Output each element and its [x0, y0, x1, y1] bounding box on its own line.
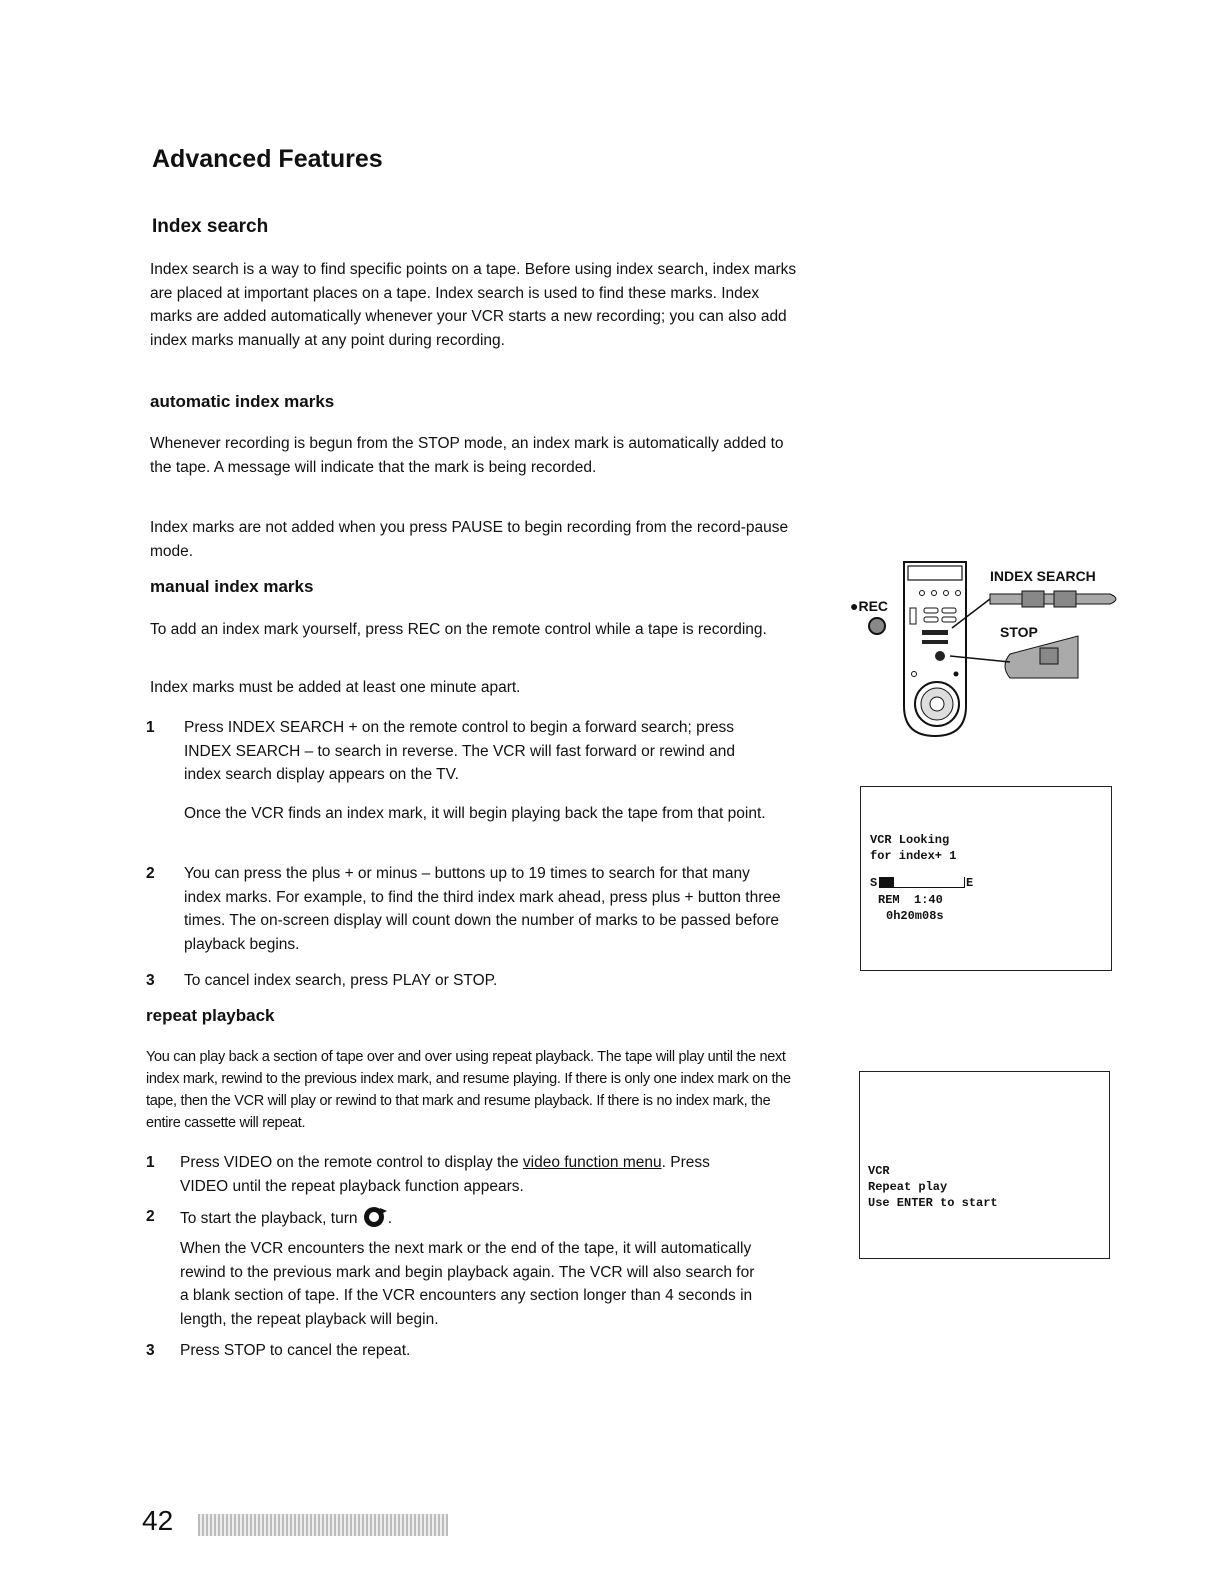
step-number: 1	[146, 1154, 155, 1171]
video-function-menu-link[interactable]: video function menu	[522, 1154, 662, 1171]
step-note: Once the VCR finds an index mark, it will begin playing back the tape from that point.	[184, 805, 766, 822]
repeat-intro: You can play back a section of tape over and over using repeat playback. The tape will play until the next index mark, rewind to the previous index mark, and resume playing. If there is only one index mark on the tape, then the VCR will play or rewind to that mark and resume playback. If there is no index mark, the entire cassette will repeat.	[146, 1049, 791, 1131]
automatic-p2: Index marks are not added when you press PAUSE to begin recording from the record-pause mode.	[150, 519, 789, 560]
remote-illustration	[840, 556, 1130, 746]
repeat-playback-title: repeat playback	[146, 1006, 275, 1025]
decorative-bar	[198, 1514, 448, 1536]
tape-progress-track	[879, 877, 965, 888]
bar-start-label: S	[870, 876, 878, 890]
step-text-b: .	[387, 1210, 393, 1227]
screen2-line1: VCR	[868, 1164, 890, 1178]
step-text: Press STOP to cancel the repeat.	[180, 1342, 411, 1359]
step-text-a: To start the playback, turn	[180, 1210, 358, 1227]
tape-position-bar	[870, 875, 980, 891]
screen1-counter: 0h20m08s	[886, 909, 944, 923]
page-title: Advanced Features	[152, 145, 383, 173]
manual-index-marks-title: manual index marks	[150, 577, 314, 596]
index-search-intro: Index search is a way to find specific points on a tape. Before using index search, index marks are placed at important places on a tape. Index search is used to find these marks. Index marks are added automatically whenever your VCR starts a new recording; you can also add index marks manually at any point during recording.	[150, 261, 797, 349]
tv-screen-repeat-play	[859, 1071, 1110, 1259]
tape-progress-fill	[880, 877, 894, 887]
step-number: 1	[146, 719, 155, 736]
screen1-remaining: REM 1:40	[878, 893, 943, 907]
tv-screen-index-search	[860, 786, 1112, 971]
step-text	[180, 1151, 760, 1198]
step-text: Press INDEX SEARCH + on the remote control to begin a forward search; press INDEX SEARCH – to search in reverse. The VCR will fast forward or rewind and index search display appears on the TV.	[184, 719, 736, 783]
manual-p1: To add an index mark yourself, press REC on the remote control while a tape is recording.	[150, 621, 767, 638]
screen1-line1: VCR Looking	[870, 833, 950, 847]
step-number: 2	[146, 865, 155, 882]
bar-end-label: E	[966, 876, 974, 890]
step-text-b: . Press VIDEO until the repeat playback function appears.	[180, 1154, 710, 1195]
step-text: To cancel index search, press PLAY or STOP.	[184, 972, 498, 989]
rotate-dial-icon	[362, 1205, 388, 1229]
rec-label: ●REC	[850, 598, 889, 614]
step-number: 3	[146, 972, 155, 989]
step-number: 2	[146, 1208, 155, 1225]
step-note: When the VCR encounters the next mark or the end of the tape, it will automatically rewind to the previous mark and begin playback again. The VCR will also search for a blank section of tape. If the VCR encounters any section longer than 4 seconds in length, the repeat playback will begin.	[180, 1240, 755, 1328]
step-text-a: Press VIDEO on the remote control to display the	[180, 1154, 523, 1171]
remote-control-drawing	[840, 556, 1130, 746]
screen2-line2: Repeat play	[868, 1180, 948, 1194]
step-number: 3	[146, 1342, 155, 1359]
page-number: 42	[142, 1505, 174, 1536]
stop-label: STOP	[1000, 624, 1038, 640]
index-search-title: Index search	[152, 216, 269, 237]
screen2-line3: Use ENTER to start	[868, 1196, 998, 1210]
step-text	[180, 1205, 770, 1231]
automatic-p1: Whenever recording is begun from the STOP mode, an index mark is automatically added to the tape. A message will indicate that the mark is being recorded.	[150, 435, 784, 476]
automatic-index-marks-title: automatic index marks	[150, 392, 335, 411]
index-search-label: INDEX SEARCH	[990, 568, 1096, 584]
screen1-line2: for index+ 1	[870, 849, 957, 863]
step-text: You can press the plus + or minus – buttons up to 19 times to search for that many index marks. For example, to find the third index mark ahead, press plus + button three times. The on-screen display will count down the number of marks to be passed before playback begins.	[184, 865, 781, 953]
manual-p2: Index marks must be added at least one minute apart.	[150, 679, 521, 696]
